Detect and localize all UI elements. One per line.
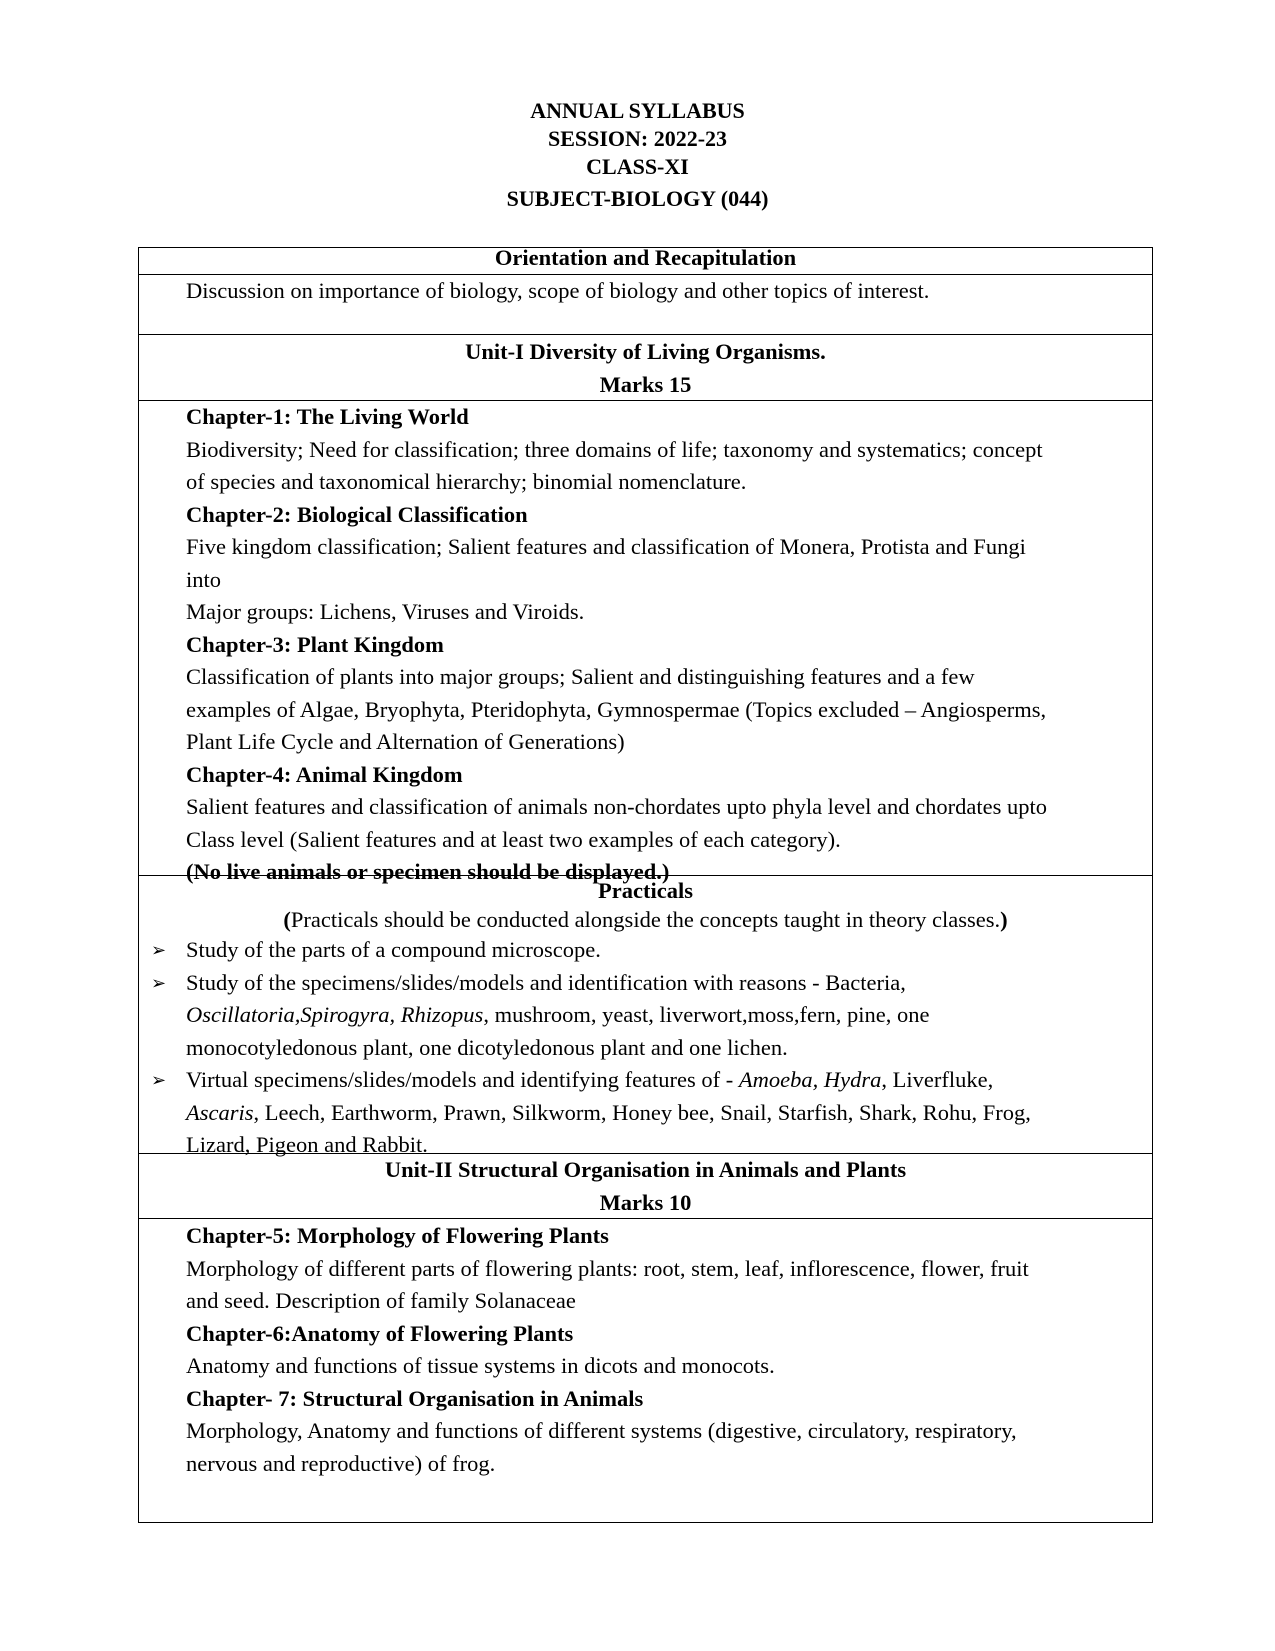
syllabus-table	[138, 247, 1153, 1523]
chapter-3-text: examples of Algae, Bryophyta, Pteridophyta, Gymnospermae (Topics excluded – Angiosperms,	[186, 696, 1047, 722]
chapter-7-title: Chapter- 7: Structural Organisation in Animals	[186, 1385, 644, 1411]
practical-3-text	[186, 1097, 1140, 1130]
chapter-3-text: Classification of plants into major groups; Salient and distinguishing features and a few	[186, 664, 975, 689]
chapter-4-title: Chapter-4: Animal Kingdom	[186, 761, 463, 787]
list-item	[139, 967, 1152, 1065]
arrow-bullet-icon: ➢	[151, 972, 167, 993]
header-subject: SUBJECT-BIOLOGY (044)	[506, 186, 769, 211]
practical-3-text: Lizard, Pigeon and Rabbit.	[186, 1132, 428, 1157]
practicals-title: Practicals	[598, 878, 693, 903]
practical-3-lead: Virtual specimens/slides/models and identifying features of -	[186, 1067, 739, 1092]
practicals-subtitle-text: Practicals should be conducted alongside the concepts taught in theory classes.	[290, 907, 1001, 932]
chapter-5-text: and seed. Description of family Solanaceae	[186, 1288, 576, 1313]
unit2-heading	[139, 1154, 1152, 1219]
chapter-2-title: Chapter-2: Biological Classification	[186, 501, 528, 527]
chapter-1-text: Biodiversity; Need for classification; three domains of life; taxonomy and systematics; concept	[186, 436, 1043, 462]
unit1-heading	[139, 336, 1152, 401]
chapter-4-text: Class level (Salient features and at least two examples of each category).	[186, 826, 841, 852]
chapter-3-text: Plant Life Cycle and Alternation of Generations)	[186, 729, 625, 754]
practicals-subtitle	[139, 905, 1152, 934]
display-note: (No live animals or specimen should be displayed.)	[186, 859, 670, 884]
chapter-2-text: into	[186, 566, 222, 592]
unit2-title: Unit-II Structural Organisation in Animals and Plants	[384, 1157, 907, 1182]
header-class: CLASS-XI	[586, 154, 689, 179]
practical-2-text: monocotyledonous plant, one dicotyledonous plant and one lichen.	[186, 1034, 788, 1060]
row-divider	[139, 334, 1152, 335]
arrow-bullet-icon: ➢	[151, 940, 167, 960]
unit2-content	[139, 1220, 1152, 1480]
practical-2-text	[186, 999, 1140, 1032]
practical-3-rest: , Leech, Earthworm, Prawn, Silkworm, Honey bee, Snail, Starfish, Shark, Rohu, Frog,	[253, 1099, 1031, 1125]
specimen-names: Oscillatoria,Spirogyra, Rhizopus	[186, 1002, 484, 1027]
practical-1-text: Study of the parts of a compound microscope.	[186, 937, 601, 962]
header-title: ANNUAL SYLLABUS	[530, 98, 745, 123]
practicals-list	[139, 934, 1152, 1162]
orientation-text: Discussion on importance of biology, scope of biology and other topics of interest.	[186, 278, 930, 303]
practical-2-text: Study of the specimens/slides/models and identification with reasons - Bacteria,	[186, 969, 906, 995]
row-divider	[139, 1218, 1152, 1219]
specimen-names: Ascaris	[186, 1099, 254, 1125]
chapter-3-title: Chapter-3: Plant Kingdom	[186, 631, 444, 657]
practical-2-rest: , mushroom, yeast, liverwort,moss,fern, pine, one	[483, 1002, 930, 1027]
chapter-6-title: Chapter-6:Anatomy of Flowering Plants	[186, 1320, 574, 1346]
chapter-1-text: of species and taxonomical hierarchy; binomial nomenclature.	[186, 469, 747, 494]
practical-3-text	[186, 1064, 1140, 1097]
chapter-6-text: Anatomy and functions of tissue systems in dicots and monocots.	[186, 1353, 775, 1378]
unit2-marks: Marks 10	[599, 1189, 692, 1215]
paren-close: )	[1000, 907, 1008, 932]
list-item	[139, 934, 1152, 967]
unit1-marks: Marks 15	[599, 371, 692, 397]
chapter-7-text: nervous and reproductive) of frog.	[186, 1450, 496, 1476]
list-item	[139, 1064, 1152, 1162]
unit1-content	[139, 401, 1152, 889]
practicals-section	[139, 876, 1152, 934]
chapter-2-text: Major groups: Lichens, Viruses and Viroids.	[186, 599, 585, 624]
chapter-7-text: Morphology, Anatomy and functions of different systems (digestive, circulatory, respiratory,	[186, 1418, 1017, 1443]
header-session: SESSION: 2022-23	[547, 126, 728, 151]
practical-3-rest: , Liverfluke,	[881, 1067, 994, 1092]
document-header	[0, 97, 1275, 213]
chapter-5-title: Chapter-5: Morphology of Flowering Plants	[186, 1223, 609, 1248]
unit1-title: Unit-I Diversity of Living Organisms.	[465, 339, 826, 364]
paren-open: (	[283, 907, 291, 932]
chapter-1-title: Chapter-1: The Living World	[186, 404, 469, 429]
specimen-names: Amoeba, Hydra	[738, 1067, 882, 1092]
chapter-2-text: Five kingdom classification; Salient features and classification of Monera, Protista and Fungi	[186, 534, 1026, 559]
arrow-bullet-icon: ➢	[151, 1070, 167, 1090]
chapter-5-text: Morphology of different parts of flowering plants: root, stem, leaf, inflorescence, flower, fruit	[186, 1255, 1029, 1281]
chapter-4-text: Salient features and classification of animals non-chordates upto phyla level and chordates upto	[186, 794, 1047, 819]
orientation-heading: Orientation and Recapitulation	[494, 245, 797, 270]
